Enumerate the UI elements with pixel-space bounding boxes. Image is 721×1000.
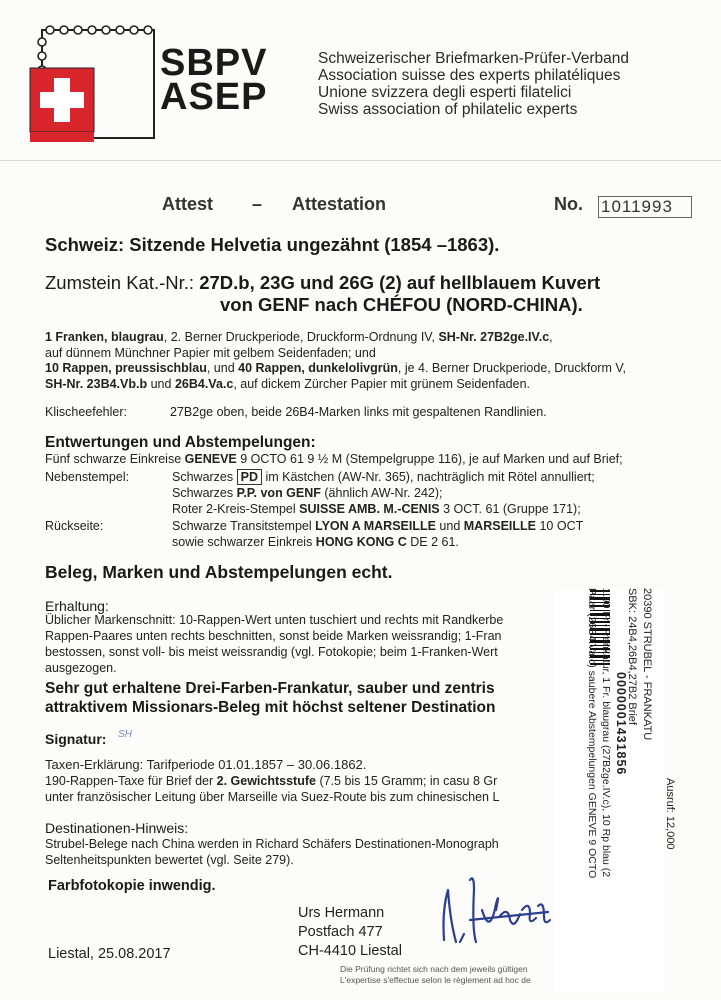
label-line1: 20390 STRUBEL - FRANKATU (641, 588, 653, 741)
barcode-number: 0000001431856 (614, 672, 628, 776)
expert-city: CH-4410 Liestal (298, 943, 402, 959)
suisse-amb: SUISSE AMB. M.-CENIS (299, 502, 440, 516)
stamp-description (45, 330, 626, 392)
assoc-fr: Association suisse des experts philatéliques (318, 67, 621, 84)
label-line3: 1.90 Fr.-Frankatur, 1 Fr. blaugrau (27B2ge.IV.c), 10 Rp blau (2 (600, 588, 612, 878)
quality-line1: Sehr gut erhaltene Drei-Farben-Frankatur, sauber und zentris (45, 680, 495, 697)
rueck-text: DE 2 61. (406, 535, 459, 549)
desc-1fr: 1 Franken, blaugrau (45, 330, 164, 344)
route-line: von GENF nach CHÉFOU (NORD-CHINA). (220, 294, 583, 315)
cancels-text: 9 OCTO 61 9 ½ M (Stempelgruppe 116), je auf Marken und auf Brief; (236, 452, 623, 466)
rueck-line2 (172, 535, 459, 549)
cancel-geneve: GENEVE (184, 452, 237, 466)
desc-sh-nr: SH-Nr. 27B2ge.IV.c (438, 330, 550, 344)
destination-line2: Seltenheitspunkten bewertet (vgl. Seite 279). (45, 853, 294, 867)
desc-text: , je 4. Berner Druckperiode, Druckform V, (397, 361, 626, 375)
expert-box: Postfach 477 (298, 924, 383, 940)
rueck-text: Schwarze Transitstempel (172, 519, 316, 533)
pd-box: PD (237, 469, 262, 485)
header-divider (0, 160, 721, 161)
rueck-text: sowie schwarzer Einkreis (172, 535, 316, 549)
hong-kong: HONG KONG C (315, 535, 407, 549)
neben-line3 (172, 502, 581, 516)
handwritten-signature (430, 870, 560, 950)
desc-text: und (147, 376, 175, 391)
erhaltung-line1: Üblicher Markenschnitt: 10-Rappen-Wert unten tuschiert und rechts mit Randkerbe (45, 613, 504, 627)
rueck-text: 10 OCT (536, 519, 584, 533)
catalogue-numbers: 27D.b, 23G und 26G (2) auf hellblauem Kuvert (199, 272, 601, 293)
lyon-marseille: LYON A MARSEILLE (315, 519, 436, 533)
logo-asep: ASEP (160, 76, 268, 118)
attestation-title: Attestation (292, 194, 386, 214)
stamp-perforation-logo-icon (22, 8, 162, 148)
rueck-text: und (435, 519, 464, 533)
neben-label: Nebenstempel: (45, 470, 130, 484)
subject-headline: Schweiz: Sitzende Helvetia ungezähnt (1854 –1863). (45, 234, 500, 255)
desc-text: , und (206, 361, 239, 375)
title-dash: – (252, 194, 263, 214)
neben-text: Schwarzes (172, 486, 237, 500)
assoc-it: Unione svizzera degli esperti filatelici (318, 84, 572, 101)
quality-line2: attraktivem Missionars-Beleg mit höchst seltener Destination (45, 699, 496, 716)
destination-line1: Strubel-Belege nach China werden in Richard Schäfers Destinationen-Monograph (45, 837, 499, 851)
genuine-verdict: Beleg, Marken und Abstempelungen echt. (45, 562, 393, 582)
logo-wordmark (160, 42, 268, 118)
taxe-text: 190-Rappen-Taxe für Brief der (45, 774, 217, 788)
rueck-label: Rückseite: (45, 519, 104, 533)
neben-line1 (172, 469, 595, 485)
taxe-text: (7.5 bis 15 Gramm; in casu 8 Gr (315, 774, 498, 788)
signatur-mark: SH (118, 729, 132, 740)
neben-line2 (172, 486, 442, 500)
certificate-number: 1011993 (598, 196, 692, 218)
desc-sh-26: 26B4.Va.c (174, 376, 234, 391)
klischee-label: Klischeefehler: (45, 405, 127, 419)
association-names (318, 50, 629, 118)
desc-10rp: 10 Rappen, preussischblau (45, 361, 207, 375)
number-label: No. (554, 194, 583, 214)
catalogue-line (45, 272, 600, 294)
neben-text: 3 OCT. 61 (Gruppe 171); (439, 502, 581, 516)
rueck-line1 (172, 519, 583, 533)
marseille: MARSEILLE (463, 519, 536, 533)
klischee-text: 27B2ge oben, beide 26B4-Marken links mit gespaltenen Randlinien. (170, 405, 547, 419)
neben-text: Schwarzes (172, 470, 237, 484)
label-ausruf: Ausruf: 12,000 (664, 778, 676, 850)
erhaltung-line3: bestossen, sonst voll- bis meist weissrandig (vgl. Fotokopie; beim 1-Franken-Wert (45, 645, 498, 659)
photo-note: Farbfotokopie inwendig. (48, 878, 216, 894)
desc-40rp: 40 Rappen, dunkelolivgrün (238, 361, 398, 375)
erhaltung-line4: ausgezogen. (45, 661, 117, 675)
assoc-de: Schweizerischer Briefmarken-Prüfer-Verband (318, 50, 629, 67)
expert-name: Urs Hermann (298, 905, 385, 921)
attest-title: Attest (162, 194, 214, 214)
cancels-heading: Entwertungen und Abstempelungen: (45, 434, 316, 451)
desc-text: , 2. Berner Druckperiode, Druckform-Ordnung IV, (163, 330, 439, 344)
catalogue-prefix: Zumstein Kat.-Nr.: (45, 272, 195, 293)
label-line4: Paar (26B4.Va.c) saubere Abstempelungen GENEVE 9 OCTO (586, 588, 598, 879)
taxe-period: Tarifperiode 01.01.1857 – 30.06.1862. (143, 757, 367, 772)
label-line2: SBK: 24B4,26B4,27B2 Brief (626, 588, 638, 725)
neben-text: Roter 2-Kreis-Stempel (172, 502, 300, 516)
fine-print-2: L'expertise s'effectue selon le règlement ad hoc de (340, 975, 531, 985)
desc-sh-23: SH-Nr. 23B4.Vb.b (45, 376, 148, 391)
taxe-line2: unter französischer Leitung über Marseille via Suez-Route bis zum chinesischen L (45, 790, 500, 804)
assoc-en: Swiss association of philatelic experts (318, 101, 578, 118)
signatur-label: Signatur: (45, 731, 107, 747)
taxe-label: Taxen-Erklärung: (45, 757, 144, 772)
desc-paper-1: auf dünnem Münchner Papier mit gelbem Seidenfaden; und (45, 345, 376, 360)
desc-text: , auf dickem Zürcher Papier mit grünem Seidenfaden. (233, 376, 531, 391)
neben-text: im Kästchen (AW-Nr. 365), nachträglich mit Rötel annulliert; (261, 470, 595, 484)
place-date: Liestal, 25.08.2017 (48, 946, 171, 962)
destination-label: Destinationen-Hinweis: (45, 820, 189, 836)
logo-sbpv: SBPV (160, 42, 268, 84)
taxe-heading (45, 757, 366, 772)
cancels-text: Fünf schwarze Einkreise (45, 452, 185, 466)
neben-text: (ähnlich AW-Nr. 242); (320, 486, 443, 500)
erhaltung-line2: Rappen-Paares unten rechts beschnitten, sonst beide Marken weissrandig; 1-Fran (45, 629, 502, 643)
desc-text: , (549, 330, 553, 344)
cancels-line1 (45, 452, 623, 466)
erhaltung-label: Erhaltung: (45, 598, 109, 614)
weight-step: 2. Gewichtsstufe (216, 774, 316, 788)
taxe-line1 (45, 774, 497, 788)
pp-geneva: P.P. von GENF (236, 486, 321, 500)
fine-print-1: Die Prüfung richtet sich nach dem jeweils gültigen (340, 964, 528, 974)
